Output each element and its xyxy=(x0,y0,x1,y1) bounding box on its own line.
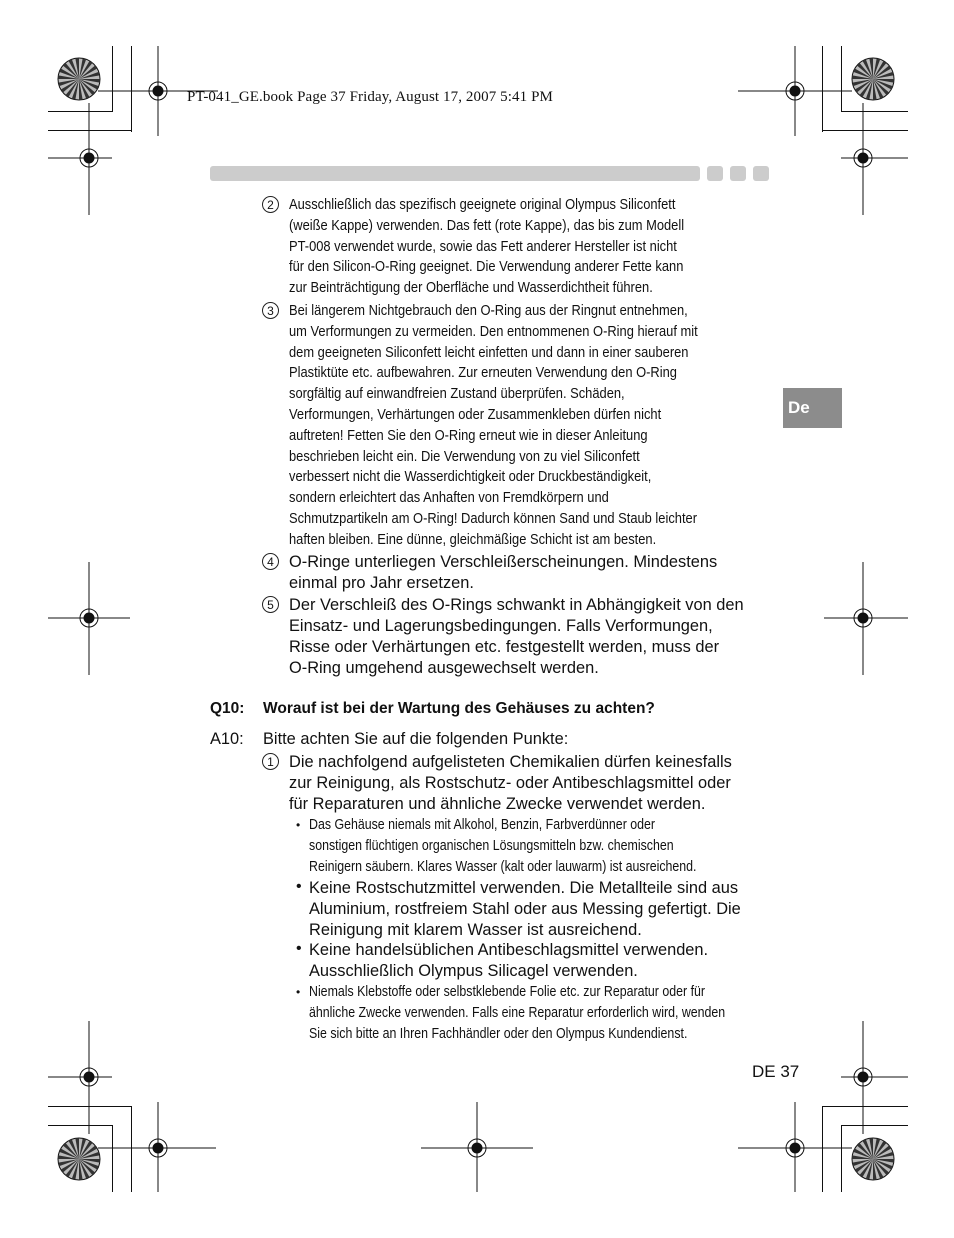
answer-text: Bitte achten Sie auf die folgenden Punkte: xyxy=(263,730,569,748)
text-line: Ausschließlich Olympus Silicagel verwenden. xyxy=(309,962,638,980)
text-line: für Reparaturen und ähnliche Zwecke verwendet werden. xyxy=(289,795,706,813)
text-line: (weiße Kappe) verwenden. Das fett (rote Kappe), das bis zum Modell xyxy=(289,216,685,234)
text-line: Keine handelsüblichen Antibeschlagsmittel verwenden. xyxy=(309,941,709,959)
text-line: Bei längerem Nichtgebrauch den O-Ring aus der Ringnut entnehmen, xyxy=(289,302,688,319)
text-line: verbessert nicht die Wasserdichtigkeit oder Druckbeständigkeit, xyxy=(289,468,652,486)
item-number: 4 xyxy=(262,553,279,570)
bullet-dot: • xyxy=(296,940,302,957)
text-line: Der Verschleiß des O-Rings schwankt in Abhängigkeit von den xyxy=(289,596,744,614)
bullet-text xyxy=(309,982,773,1045)
item-text xyxy=(289,752,771,815)
item-text xyxy=(289,301,771,551)
text-line: auftreten! Fetten Sie den O-Ring erneut wie in dieser Anleitung xyxy=(289,426,648,444)
item-number: 1 xyxy=(262,753,279,770)
text-line: zur Beinträchtigung der Oberfläche und Wasserdichtheit führen. xyxy=(289,279,653,297)
item-text xyxy=(289,595,771,679)
text-line: Sie sich bitte an Ihren Fachhändler oder den Olympus Kundendienst. xyxy=(309,1026,688,1042)
text-line: Reinigung mit klarem Wasser ist ausreichend. xyxy=(309,921,642,939)
text-line: für den Silicon-O-Ring geeignet. Die Verwendung anderer Fette kann xyxy=(289,258,684,276)
bullet-dot: • xyxy=(296,985,301,999)
text-line: beschrieben leicht ein. Die Verwendung von zu viel Siliconfett xyxy=(289,447,640,465)
text-line: sorgfältig auf einwandfreien Zustand überprüfen. Schäden, xyxy=(289,385,625,403)
question-label: Q10: xyxy=(210,700,245,717)
text-line: haften bleiben. Eine dünne, gleichmäßige Schicht ist am besten. xyxy=(289,530,657,548)
text-line: Verformungen, Verhärtungen oder Zusammenkleben dürfen nicht xyxy=(289,405,662,423)
item-number: 2 xyxy=(262,196,279,213)
text-line: Reinigern säubern. Klares Wasser (kalt oder lauwarm) ist ausreichend. xyxy=(309,859,697,875)
page-number: DE 37 xyxy=(752,1062,800,1081)
language-tab: De xyxy=(783,388,842,428)
bullet-dot: • xyxy=(296,818,301,832)
text-line: Die nachfolgend aufgelisteten Chemikalien dürfen keinesfalls xyxy=(289,753,732,771)
text-line: Keine Rostschutzmittel verwenden. Die Metallteile sind aus xyxy=(309,879,739,897)
header-square xyxy=(730,166,746,181)
text-line: dem geeigneten Siliconfett leicht einfetten und dann in einer sauberen xyxy=(289,343,689,361)
text-line: O-Ring umgehend ausgewechselt werden. xyxy=(289,659,599,677)
bullet-text xyxy=(309,940,771,982)
answer-label: A10: xyxy=(210,730,244,748)
print-header: PT-041_GE.book Page 37 Friday, August 17, 2007 5:41 PM xyxy=(187,89,553,105)
text-line: O-Ringe unterliegen Verschleißerscheinungen. Mindestens xyxy=(289,553,718,571)
item-text xyxy=(289,552,771,594)
header-square xyxy=(707,166,723,181)
text-line: Risse oder Verhärtungen etc. festgestellt werden, muss der xyxy=(289,638,720,656)
text-line: Ausschließlich das spezifisch geeignete original Olympus Siliconfett xyxy=(289,196,676,213)
item-text xyxy=(289,195,771,299)
bullet-dot: • xyxy=(296,878,302,895)
text-line: einmal pro Jahr ersetzen. xyxy=(289,574,474,592)
text-line: zur Reinigung, als Rostschutz- oder Antibeschlagsmittel oder xyxy=(289,774,731,792)
text-line: Plastiktüte etc. aufbewahren. Zur erneuten Verwendung den O-Ring xyxy=(289,364,677,382)
text-line: um Verformungen zu vermeiden. Den entnommenen O-Ring hierauf mit xyxy=(289,322,698,340)
header-bar xyxy=(210,166,700,181)
bullet-text xyxy=(309,815,773,878)
text-line: sondern erleichtert das Anhaften von Fremdkörpern und xyxy=(289,489,609,507)
text-line: PT-008 verwendet wurde, sowie das Fett anderer Hersteller ist nicht xyxy=(289,237,677,255)
text-line: ähnliche Zwecke verwenden. Falls eine Reparatur erforderlich wird, wenden xyxy=(309,1005,726,1021)
text-line: Einsatz- und Lagerungsbedingungen. Falls Verformungen, xyxy=(289,617,713,635)
text-line: sonstigen flüchtigen organischen Lösungsmitteln bzw. chemischen xyxy=(309,838,674,854)
item-number: 5 xyxy=(262,596,279,613)
text-line: Das Gehäuse niemals mit Alkohol, Benzin, Farbverdünner oder xyxy=(309,817,656,833)
bullet-text xyxy=(309,878,771,941)
item-number: 3 xyxy=(262,302,279,319)
text-line: Niemals Klebstoffe oder selbstklebende Folie etc. zur Reparatur oder für xyxy=(309,984,706,1000)
text-line: Schmutzpartikeln am O-Ring! Dadurch können Sand und Staub leichter xyxy=(289,509,698,527)
text-line: Aluminium, rostfreiem Stahl oder aus Messing gefertigt. Die xyxy=(309,900,741,918)
question-text: Worauf ist bei der Wartung des Gehäuses zu achten? xyxy=(263,700,655,717)
header-square xyxy=(753,166,769,181)
